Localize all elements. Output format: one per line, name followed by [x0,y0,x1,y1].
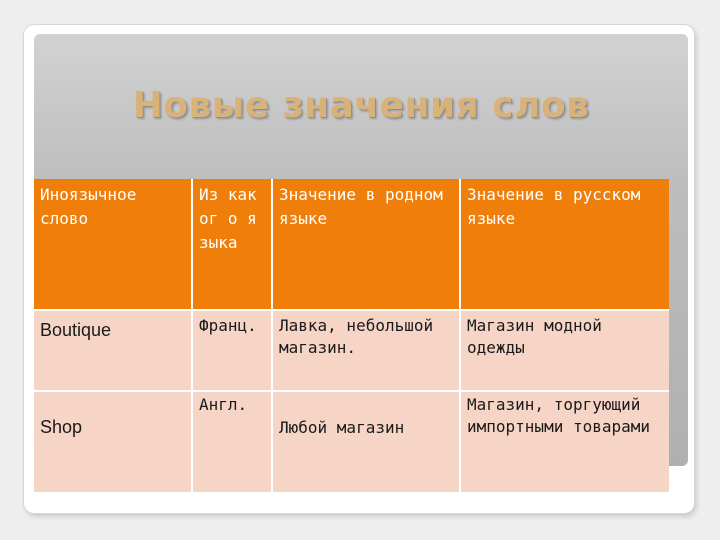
cell-foreign-word: Shop [34,391,192,493]
cell-russian-meaning: Магазин модной одежды [460,310,669,391]
cell-foreign-word: Boutique [34,310,192,391]
cell-origin-language: Франц. [192,310,272,391]
header-foreign-word: Иноязычное слово [34,179,192,310]
header-origin-language [192,179,272,310]
cell-origin-language: Англ. [192,391,272,493]
table-row [34,310,669,391]
header-origin-language-text: Из каког о языка [199,185,257,252]
cell-native-meaning: Любой магазин [272,391,460,493]
header-native-meaning: Значение в родном языке [272,179,460,310]
cell-native-meaning: Лавка, небольшой магазин. [272,310,460,391]
table-header-row [34,179,669,310]
header-russian-meaning: Значение в русском языке [460,179,669,310]
word-meanings-table [34,179,669,494]
table-row [34,391,669,493]
cell-russian-meaning: Магазин, торгующий импортными товарами [460,391,669,493]
slide-title: Новые значения слов [132,85,590,126]
